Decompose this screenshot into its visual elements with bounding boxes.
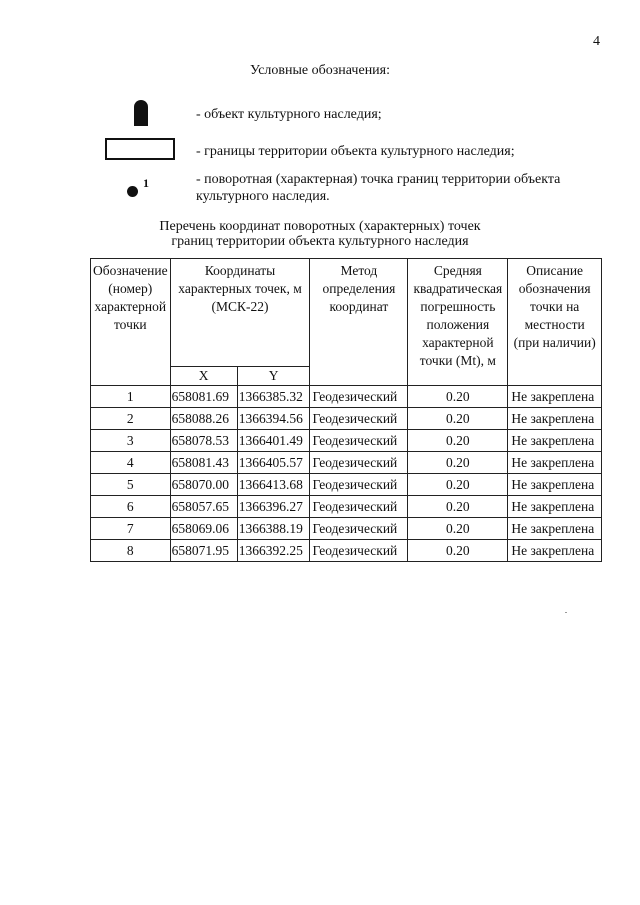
cell-y: 1366392.25 (237, 540, 310, 562)
cell-method: Геодезический (310, 430, 408, 452)
legend-title: Условные обозначения: (249, 63, 391, 78)
cell-x: 658078.53 (170, 430, 237, 452)
cell-description: Не закреплена (508, 452, 602, 474)
cell-y: 1366413.68 (237, 474, 310, 496)
table-row (91, 496, 602, 518)
cell-method: Геодезический (310, 452, 408, 474)
legend-item-text: - объект культурного наследия; (196, 107, 382, 122)
cell-x: 658069.06 (170, 518, 237, 540)
cell-point-number: 6 (91, 496, 171, 518)
table-row (91, 540, 602, 562)
cell-x: 658081.43 (170, 452, 237, 474)
cell-method: Геодезический (310, 540, 408, 562)
cell-y: 1366405.57 (237, 452, 310, 474)
table-title (0, 219, 640, 249)
cell-point-number: 2 (91, 408, 171, 430)
cell-description: Не закреплена (508, 540, 602, 562)
table-row (91, 474, 602, 496)
cell-error: 0.20 (408, 386, 508, 408)
table-row (91, 518, 602, 540)
cell-point-number: 8 (91, 540, 171, 562)
table-row (91, 386, 602, 408)
cell-method: Геодезический (310, 518, 408, 540)
cell-method: Геодезический (310, 408, 408, 430)
cell-x: 658071.95 (170, 540, 237, 562)
header-coordinates: Координаты характерных точек, м (МСК-22) (170, 259, 310, 367)
page-number: 4 (593, 34, 600, 49)
table-row (91, 430, 602, 452)
table-title-line: границ территории объекта культурного наследия (171, 234, 469, 249)
cell-x: 658088.26 (170, 408, 237, 430)
cell-error: 0.20 (408, 408, 508, 430)
legend-item-text: - границы территории объекта культурного наследия; (196, 144, 515, 159)
cell-error: 0.20 (408, 540, 508, 562)
cell-point-number: 5 (91, 474, 171, 496)
header-description: Описание обозначения точки на местности (при наличии) (508, 259, 602, 386)
cell-y: 1366394.56 (237, 408, 310, 430)
cell-description: Не закреплена (508, 408, 602, 430)
cell-y: 1366396.27 (237, 496, 310, 518)
cell-y: 1366388.19 (237, 518, 310, 540)
header-x: X (170, 367, 237, 386)
cell-error: 0.20 (408, 518, 508, 540)
table-row (91, 408, 602, 430)
table-row (91, 452, 602, 474)
scan-mark (565, 612, 567, 613)
cell-error: 0.20 (408, 474, 508, 496)
cell-x: 658057.65 (170, 496, 237, 518)
cell-method: Геодезический (310, 496, 408, 518)
cell-error: 0.20 (408, 452, 508, 474)
header-y: Y (237, 367, 310, 386)
legend-item-text: - поворотная (характерная) точка границ территории объекта культурного наследия. (196, 172, 561, 204)
coordinates-table (90, 258, 602, 562)
cell-y: 1366401.49 (237, 430, 310, 452)
header-designation: Обозначение (номер) характерной точки (91, 259, 171, 386)
cell-method: Геодезический (310, 386, 408, 408)
cell-x: 658081.69 (170, 386, 237, 408)
heritage-object-icon (134, 100, 148, 126)
cell-method: Геодезический (310, 474, 408, 496)
boundary-rectangle-icon (105, 138, 175, 160)
cell-point-number: 3 (91, 430, 171, 452)
cell-x: 658070.00 (170, 474, 237, 496)
cell-point-number: 7 (91, 518, 171, 540)
cell-description: Не закреплена (508, 474, 602, 496)
turning-point-label: 1 (143, 176, 149, 190)
header-error: Средняя квадратическая погрешность положения характерной точки (Mt), м (408, 259, 508, 386)
cell-error: 0.20 (408, 430, 508, 452)
cell-description: Не закреплена (508, 386, 602, 408)
cell-description: Не закреплена (508, 518, 602, 540)
cell-y: 1366385.32 (237, 386, 310, 408)
cell-error: 0.20 (408, 496, 508, 518)
cell-description: Не закреплена (508, 496, 602, 518)
cell-description: Не закреплена (508, 430, 602, 452)
turning-point-icon (127, 186, 138, 197)
header-method: Метод определения координат (310, 259, 408, 386)
cell-point-number: 4 (91, 452, 171, 474)
table-title-line: Перечень координат поворотных (характерных) точек (159, 219, 481, 234)
cell-point-number: 1 (91, 386, 171, 408)
